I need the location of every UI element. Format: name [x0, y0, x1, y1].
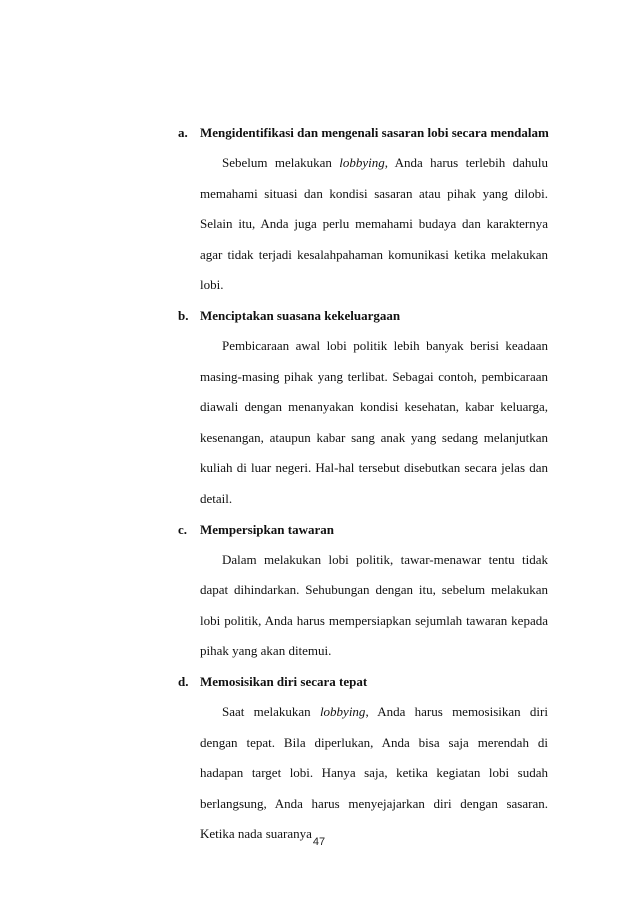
section-paragraph	[200, 331, 548, 515]
heading-text: Mempersipkan tawaran	[200, 521, 334, 537]
section-b	[178, 301, 548, 515]
heading-text: Memosisikan diri secara tepat	[200, 673, 368, 689]
para-text-pre: Dalam melakukan lobi politik, tawar-menawar tentu tidak dapat dihindarkan. Sehubungan dengan itu, sebelum melakukan lobi politik, Anda harus mempersiapkan sejumlah tawaran kepada pihak yang akan ditemui.	[200, 551, 548, 659]
list-marker: c.	[178, 521, 188, 537]
para-text-post: , Anda harus memosisikan diri dengan tepat. Bila diperlukan, Anda bisa saja merendah di hadapan target lobi. Hanya saja, ketika kegiatan lobi sudah berlangsung, Anda harus menyejajarkan diri dengan sasaran. Ketika nada suaranya	[200, 703, 548, 842]
para-text-italic: lobbying	[339, 155, 385, 170]
list-marker: a.	[178, 125, 188, 140]
section-heading	[178, 667, 548, 697]
list-marker: b.	[178, 307, 189, 323]
para-text-pre: Saat melakukan	[222, 703, 320, 719]
section-heading	[178, 118, 548, 148]
heading-text: Menciptakan suasana kekeluargaan	[200, 307, 401, 323]
section-heading	[178, 515, 548, 545]
para-text-pre: Sebelum melakukan	[222, 155, 340, 170]
section-paragraph	[200, 545, 548, 667]
section-d	[178, 667, 548, 850]
para-text-post: , Anda harus terlebih dahulu memahami situasi dan kondisi sasaran atau pihak yang dilobi. Selain itu, Anda juga perlu memahami budaya dan karakternya agar tidak terjadi kesalahpahaman komunikasi ketika melakukan lobi.	[200, 155, 549, 293]
list-marker: d.	[178, 673, 189, 689]
heading-text: Mengidentifikasi dan mengenali sasaran lobi secara mendalam	[200, 125, 549, 140]
section-paragraph	[200, 148, 548, 301]
section-a	[178, 118, 548, 301]
section-paragraph	[200, 697, 548, 850]
page-content	[178, 118, 548, 850]
page-number: 47	[312, 836, 326, 848]
section-heading	[178, 301, 548, 331]
section-c	[178, 515, 548, 667]
para-text-italic: lobbying	[319, 703, 366, 719]
para-text-pre: Pembicaraan awal lobi politik lebih banyak berisi keadaan masing-masing pihak yang terlibat. Sebagai contoh, pembicaraan diawali dengan menanyakan kondisi kesehatan, kabar keluarga, kesenangan, ataupun kabar sang anak yang sedang melanjutkan kuliah di luar negeri. Hal-hal tersebut disebutkan secara jelas dan detail.	[200, 337, 548, 506]
